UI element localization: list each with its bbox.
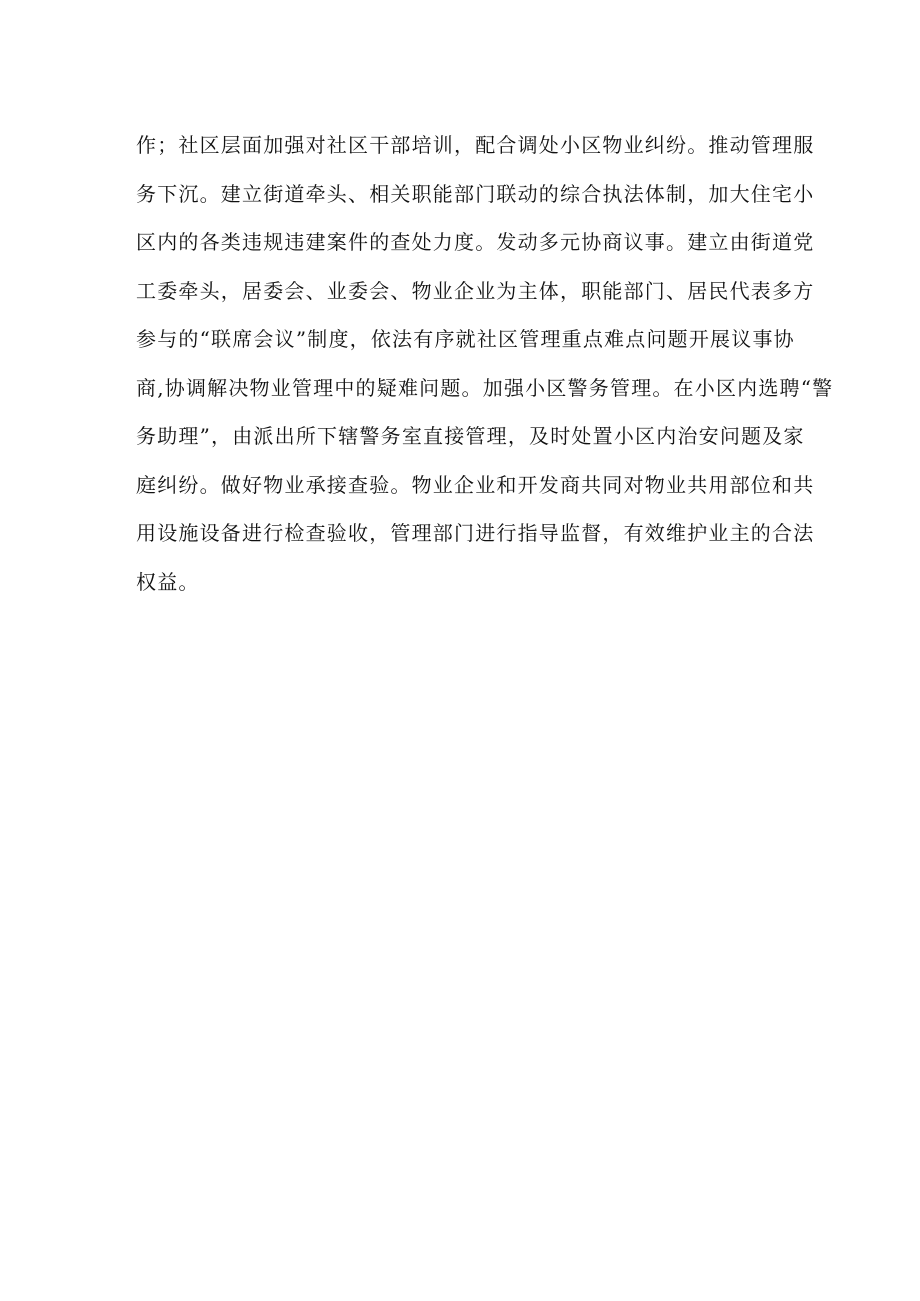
paragraph-line: 参与的“联席会议”制度，依法有序就社区管理重点难点问题开展议事协 (136, 327, 795, 351)
paragraph-line: 庭纠纷。做好物业承接查验。物业企业和开发商共同对物业共用部位和共 (136, 472, 815, 497)
paragraph-line: 区内的各类违规违建案件的查处力度。发动多元协商议事。建立由街道党 (136, 230, 815, 254)
paragraph-line: 权益。 (136, 569, 200, 594)
paragraph-line: 用设施设备进行检查验收，管理部门进行指导监督，有效维护业主的合法 (136, 521, 815, 545)
paragraph-line: 务助理”，由派出所下辖警务室直接管理，及时处置小区内治安问题及家 (136, 424, 805, 448)
paragraph-line: 工委牵头，居委会、业委会、物业企业为主体，职能部门、居民代表多方 (136, 278, 815, 303)
paragraph-line: 作；社区层面加强对社区干部培训，配合调处小区物业纠纷。推动管理服 (136, 133, 815, 157)
body-paragraph (136, 121, 834, 606)
paragraph-line: 务下沉。建立街道牵头、相关职能部门联动的综合执法体制，加大住宅小 (136, 181, 815, 206)
paragraph-line: 商,协调解决物业管理中的疑难问题。加强小区警务管理。在小区内选聘“警 (136, 375, 834, 400)
